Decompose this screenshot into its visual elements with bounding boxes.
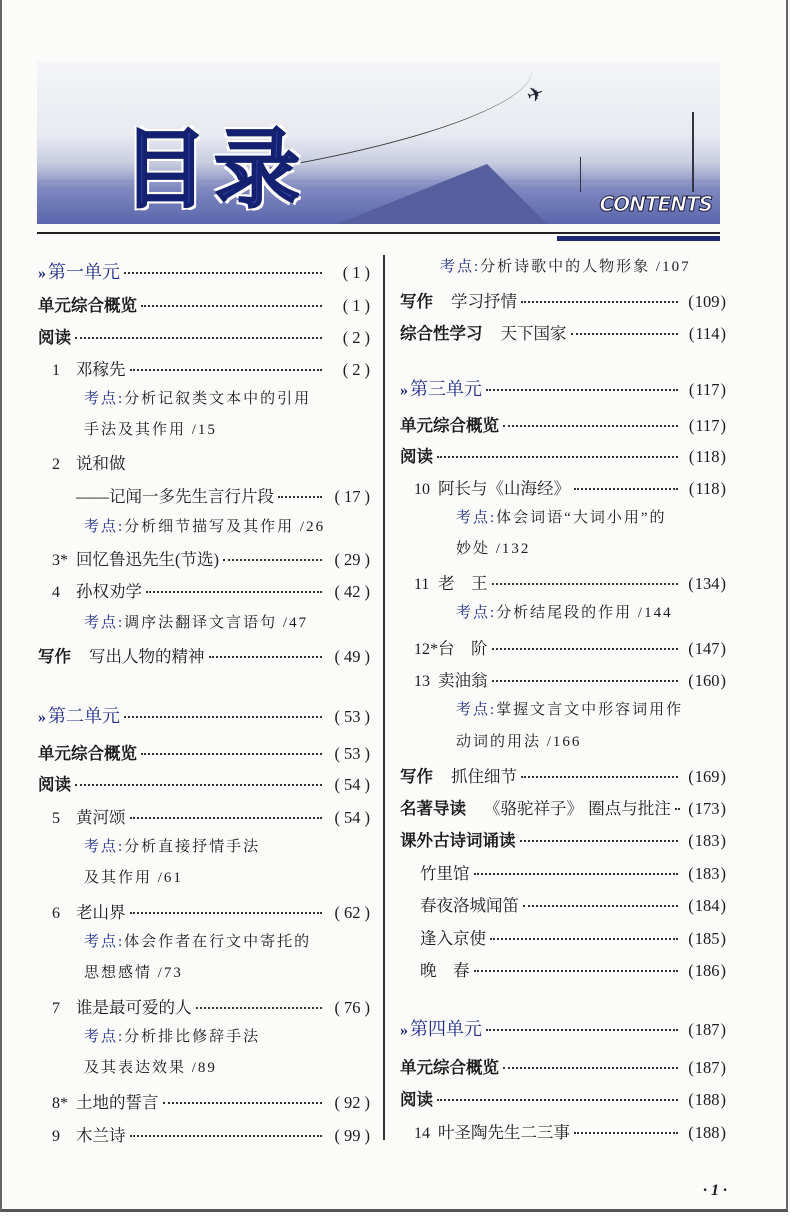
dot-leader: [490, 938, 678, 940]
dot-leader: [124, 716, 322, 718]
toc-entry-item[interactable]: [52, 1089, 370, 1113]
page-ref: ( 117 ): [682, 380, 726, 400]
entry-title: 阿长与《山海经》: [438, 479, 570, 498]
toc-entry-item[interactable]: [414, 667, 726, 691]
page-ref: ( 184 ): [682, 896, 726, 916]
dot-leader: [146, 591, 322, 593]
entry-title: 孙权劝学: [76, 582, 142, 601]
chevron-right-icon: »: [400, 1022, 408, 1039]
entry-number: 7: [52, 1000, 60, 1017]
entry-title: 单元综合概览: [38, 744, 137, 763]
toc-entry-heading[interactable]: [400, 827, 726, 851]
toc-entry-heading[interactable]: [38, 324, 370, 348]
page-ref: ( 134 ): [682, 574, 726, 594]
toc-entry-heading[interactable]: [38, 740, 370, 764]
dot-leader: [141, 753, 322, 755]
dot-leader: [574, 488, 678, 490]
header-banner: [37, 62, 720, 224]
dot-leader: [474, 970, 679, 972]
entry-title: 逢入京使: [420, 929, 486, 948]
entry-title: ——记闻一多先生言行片段: [76, 487, 274, 506]
page-ref: ( 147 ): [682, 639, 726, 659]
entry-title: 春夜洛城闻笛: [420, 896, 519, 915]
page-ref: ( 92 ): [326, 1093, 370, 1113]
dot-leader: [574, 1132, 678, 1134]
dot-leader: [437, 1099, 678, 1101]
entry-title: 课外古诗词诵读: [400, 831, 516, 850]
dot-leader: [75, 784, 322, 786]
page-ref: ( 109 ): [682, 292, 726, 312]
note-label: 考点:: [84, 615, 125, 631]
dot-leader: [223, 559, 322, 561]
airplane-icon: ✈: [523, 81, 548, 109]
page-ref: ( 49 ): [326, 647, 370, 667]
page-ref: ( 114 ): [682, 324, 726, 344]
entry-number: 6: [52, 905, 60, 922]
toc-entry-note: [84, 387, 370, 411]
note-text: 分析排比修辞手法: [124, 1029, 261, 1045]
dot-leader: [474, 873, 679, 875]
page-ref: ( 187 ): [682, 1020, 726, 1040]
note-label: 考点:: [84, 934, 125, 950]
dot-leader: [492, 648, 679, 650]
entry-title: 竹里馆: [420, 864, 470, 883]
dot-leader: [521, 301, 678, 303]
entry-title: 阅读: [38, 328, 71, 347]
entry-number: 13: [414, 673, 430, 690]
dot-leader: [521, 776, 678, 778]
column-divider: [383, 255, 385, 1140]
entry-number: 4: [52, 584, 60, 601]
toc-entry-note: [456, 506, 736, 530]
note-text: 妙处 /132: [456, 541, 531, 557]
entry-number: 8*: [52, 1095, 68, 1112]
toc-entry-cont: [456, 537, 736, 561]
toc-entry-heading[interactable]: [400, 412, 726, 436]
note-label: 考点:: [84, 839, 125, 855]
entry-title: 单元综合概览: [38, 296, 137, 315]
note-text: 及其表达效果 /89: [84, 1060, 217, 1076]
toc-entry-cont: [84, 961, 370, 985]
header-accent-bar: [557, 236, 720, 241]
toc-entry-heading[interactable]: [400, 1086, 726, 1110]
toc-entry-item[interactable]: [52, 546, 370, 570]
toc-entry-note: [456, 601, 736, 625]
page-ref: ( 54 ): [326, 808, 370, 828]
toc-entry-poem[interactable]: [420, 860, 726, 884]
page-ref: ( 1 ): [326, 296, 370, 316]
entry-title: 名著导读: [400, 799, 466, 818]
dot-leader: [130, 369, 323, 371]
page-ref: ( 118 ): [682, 447, 726, 467]
entry-number: 14: [414, 1125, 430, 1142]
note-text: 及其作用 /61: [84, 870, 183, 886]
dot-leader: [486, 1029, 678, 1031]
toc-entry-cont: [84, 866, 370, 890]
toc-entry-heading[interactable]: [400, 795, 726, 819]
note-label: 考点:: [456, 605, 497, 621]
page-title: 目录: [122, 120, 306, 220]
note-text: 分析记叙类文本中的引用: [124, 391, 312, 407]
page-ref: ( 188 ): [682, 1090, 726, 1110]
toc-entry-note: [440, 255, 720, 279]
page-ref: ( 160 ): [682, 671, 726, 691]
dot-leader: [124, 272, 322, 274]
entry-title: 单元综合概览: [400, 416, 499, 435]
toc-entry-poem[interactable]: [420, 892, 726, 916]
chevron-right-icon: »: [38, 709, 46, 726]
entry-title: 谁是最可爱的人: [76, 998, 192, 1017]
contents-subtitle: CONTENTS: [599, 192, 712, 216]
entry-number: 1: [52, 362, 60, 379]
chevron-right-icon: »: [400, 382, 408, 399]
page-number: · 1 ·: [703, 1182, 727, 1199]
toc-entry-heading[interactable]: [38, 771, 370, 795]
note-label: 考点:: [456, 510, 497, 526]
note-text: 手法及其作用 /15: [84, 422, 217, 438]
page-ref: ( 188 ): [682, 1123, 726, 1143]
toc-entry-poem[interactable]: [420, 957, 726, 981]
telephone-pole-icon: [692, 112, 694, 192]
note-text: 体会作者在行文中寄托的: [124, 934, 312, 950]
toc-entry-item[interactable]: [414, 570, 726, 594]
chevron-right-icon: »: [38, 265, 46, 282]
dot-leader: [130, 912, 323, 914]
entry-title: 回忆鲁迅先生(节选): [76, 550, 219, 569]
dot-leader: [523, 905, 678, 907]
entry-subtitle: 抓住细节: [451, 767, 517, 786]
entry-title: 土地的誓言: [76, 1093, 159, 1112]
entry-title: 叶圣陶先生二三事: [438, 1123, 570, 1142]
toc-entry-heading[interactable]: [400, 443, 726, 467]
toc-entry-unit[interactable]: [38, 258, 370, 282]
entry-title: 阅读: [38, 775, 71, 794]
entry-title: 第二单元: [48, 706, 120, 727]
note-text: 分析结尾段的作用 /144: [496, 605, 673, 621]
toc-entry-unit[interactable]: [400, 1015, 726, 1039]
page-ref: ( 62 ): [326, 903, 370, 923]
note-text: 体会词语“大词小用”的: [496, 510, 667, 526]
dot-leader: [571, 333, 679, 335]
toc-entry-unit[interactable]: [400, 375, 726, 399]
dot-leader: [520, 840, 679, 842]
dot-leader: [278, 496, 322, 498]
page-ref: ( 1 ): [326, 263, 370, 283]
page-ref: ( 99 ): [326, 1126, 370, 1146]
toc-entry-heading[interactable]: [400, 320, 726, 344]
dot-leader: [437, 456, 678, 458]
page-ref: ( 54 ): [326, 775, 370, 795]
toc-entry-heading[interactable]: [400, 1054, 726, 1078]
dot-leader: [209, 656, 323, 658]
page-ref: ( 53 ): [326, 744, 370, 764]
road-image: [337, 164, 547, 224]
entry-title: 台 阶: [438, 639, 488, 658]
note-label: 考点:: [440, 259, 481, 275]
toc-entry-item[interactable]: [52, 899, 370, 923]
page-ref: ( 42 ): [326, 582, 370, 602]
entry-title: 晚 春: [420, 961, 470, 980]
toc-entry-poem[interactable]: [420, 925, 726, 949]
page-ref: ( 183 ): [682, 831, 726, 851]
dot-leader: [486, 389, 678, 391]
note-text: 动词的用法 /166: [456, 734, 582, 750]
page-ref: ( 117 ): [682, 416, 726, 436]
note-text: 调序法翻译文言语句 /47: [124, 615, 309, 631]
telephone-pole-icon: [580, 157, 581, 192]
page-ref: ( 2 ): [326, 328, 370, 348]
entry-number: 11: [414, 576, 430, 593]
toc-entry-item[interactable]: [414, 1119, 726, 1143]
entry-title: 第四单元: [410, 1019, 482, 1040]
toc-entry-item[interactable]: [52, 994, 370, 1018]
entry-title: 阅读: [400, 447, 433, 466]
toc-entry-heading[interactable]: [38, 292, 370, 316]
note-label: 考点:: [456, 702, 497, 718]
toc-entry-item[interactable]: [52, 804, 370, 828]
note-text: 思想感情 /73: [84, 965, 183, 981]
entry-number: 9: [52, 1128, 60, 1145]
entry-number: 2: [52, 456, 60, 473]
dot-leader: [503, 425, 678, 427]
toc-entry-cont: [84, 418, 370, 442]
toc-entry-heading[interactable]: [400, 763, 726, 787]
entry-number: 5: [52, 810, 60, 827]
toc-entry-item[interactable]: [52, 450, 370, 474]
entry-number: 3*: [52, 552, 68, 569]
header-rule: [37, 232, 720, 234]
toc-entry-note: [84, 515, 370, 539]
page-ref: ( 187 ): [682, 1058, 726, 1078]
note-text: 分析直接抒情手法: [124, 839, 261, 855]
toc-entry-note: [84, 1025, 370, 1049]
toc-entry-note: [84, 611, 370, 635]
entry-title: 单元综合概览: [400, 1058, 499, 1077]
entry-title: 写作: [400, 292, 433, 311]
entry-title: 写作: [400, 767, 433, 786]
toc-entry-item[interactable]: [414, 635, 726, 659]
dot-leader: [492, 680, 679, 682]
entry-title: 老山界: [76, 903, 126, 922]
note-label: 考点:: [84, 1029, 125, 1045]
entry-title: 老 王: [438, 574, 488, 593]
page-ref: ( 118 ): [682, 479, 726, 499]
dot-leader: [503, 1067, 678, 1069]
page-ref: ( 17 ): [326, 487, 370, 507]
toc-entry-heading[interactable]: [38, 643, 370, 667]
entry-number: 12*: [414, 641, 438, 658]
page-ref: ( 29 ): [326, 550, 370, 570]
entry-title: 卖油翁: [438, 671, 488, 690]
toc-entry-note: [456, 698, 736, 722]
entry-title: 阅读: [400, 1090, 433, 1109]
page-ref: ( 186 ): [682, 961, 726, 981]
entry-title: 写作: [38, 647, 71, 666]
entry-title: 说和做: [76, 454, 126, 473]
note-label: 考点:: [84, 391, 125, 407]
dot-leader: [492, 583, 679, 585]
dot-leader: [163, 1102, 323, 1104]
page-ref: ( 173 ): [682, 799, 726, 819]
toc-entry-item[interactable]: [52, 578, 370, 602]
page-ref: ( 53 ): [326, 707, 370, 727]
note-text: 分析细节描写及其作用 /26: [124, 519, 326, 535]
entry-subtitle: 《骆驼祥子》 圈点与批注: [484, 799, 671, 818]
dot-leader: [196, 1007, 323, 1009]
entry-subtitle: 写出人物的精神: [89, 647, 205, 666]
toc-entry-item[interactable]: [52, 356, 370, 380]
entry-number: 10: [414, 481, 430, 498]
dot-leader: [130, 817, 323, 819]
toc-entry-note: [84, 835, 370, 859]
entry-title: 木兰诗: [76, 1126, 126, 1145]
toc-entry-heading[interactable]: [400, 288, 726, 312]
toc-entry-item[interactable]: [52, 483, 370, 507]
dot-leader: [130, 1135, 323, 1137]
dot-leader: [141, 305, 322, 307]
entry-title: 第三单元: [410, 379, 482, 400]
note-label: 考点:: [84, 519, 125, 535]
entry-title: 综合性学习: [400, 324, 483, 343]
toc-entry-cont: [456, 730, 736, 754]
dot-leader: [75, 337, 322, 339]
entry-subtitle: 天下国家: [500, 324, 567, 343]
page-ref: ( 76 ): [326, 998, 370, 1018]
entry-subtitle: 学习抒情: [451, 292, 517, 311]
toc-entry-item[interactable]: [414, 475, 726, 499]
page-ref: ( 169 ): [682, 767, 726, 787]
page-ref: ( 185 ): [682, 929, 726, 949]
page-ref: ( 183 ): [682, 864, 726, 884]
toc-entry-unit[interactable]: [38, 702, 370, 726]
toc-entry-item[interactable]: [52, 1122, 370, 1146]
entry-title: 黄河颂: [76, 808, 126, 827]
toc-entry-note: [84, 930, 370, 954]
entry-title: 邓稼先: [76, 360, 126, 379]
page-ref: ( 2 ): [326, 360, 370, 380]
toc-entry-cont: [84, 1056, 370, 1080]
dot-leader: [675, 808, 678, 810]
note-text: 掌握文言文中形容词用作: [496, 702, 684, 718]
note-text: 分析诗歌中的人物形象 /107: [480, 259, 691, 275]
entry-title: 第一单元: [48, 262, 120, 283]
